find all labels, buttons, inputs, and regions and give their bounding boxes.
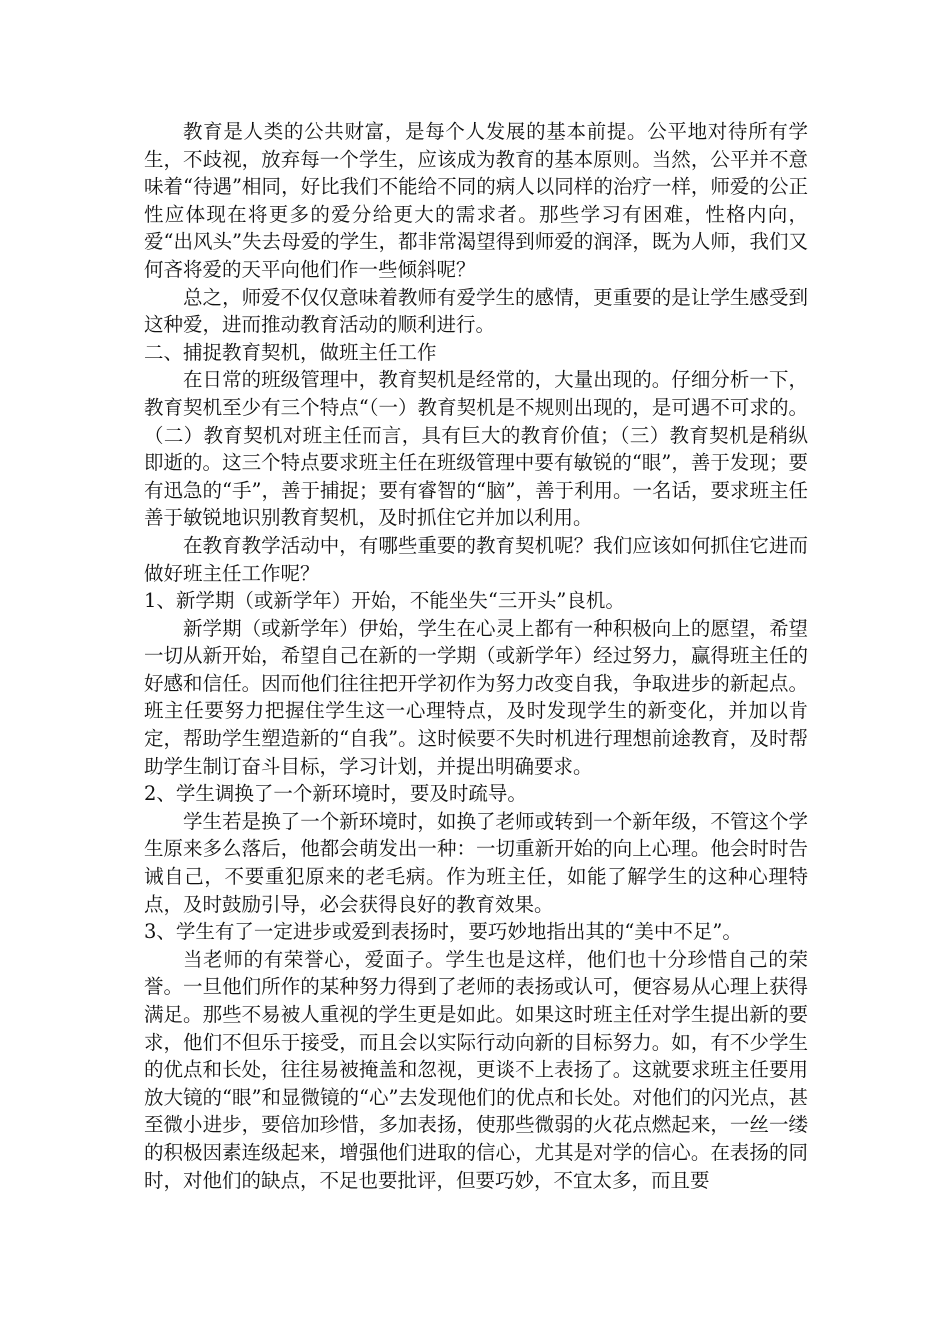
paragraph-praise: 当老师的有荣誉心，爱面子。学生也是这样，他们也十分珍惜自己的荣誉。一旦他们所作的某种努力得到了老师的表扬或认可，便容易从心理上获得满足。那些不易被人重视的学生更是如此。如果这时班主任对学生提出新的要求，他们不但乐于接受，而且会以实际行动向新的目标努力。如，有不少学生的优点和长处，往往易被掩盖和忽视，更谈不上表扬了。这就要求班主任要用放大镜的“眼”和显微镜的“心”去发现他们的优点和长处。对他们的闪光点，甚至微小进步，要倍加珍惜，多加表扬，使那些微弱的火花点燃起来，一丝一缕的积极因素连级起来，增强他们进取的信心，尤其是对学的信心。在表扬的同时，对他们的缺点，不足也要批评，但要巧妙，不宜太多，而且要 (144, 947, 808, 1192)
section-heading-2: 二、捕捉教育契机，做班主任工作 (144, 340, 437, 364)
paragraph-fairness: 教育是人类的公共财富，是每个人发展的基本前提。公平地对待所有学生，不歧视，放弃每一个学生，应该成为教育的基本原则。当然，公平并不意味着“待遇”相同，好比我们不能给不同的病人以同样的治疗一样，师爱的公正性应体现在将更多的爱分给更大的需求者。那些学习有困难，性格内向，爱“出风头”失去母爱的学生，都非常渴望得到师爱的润泽，既为人师，我们又何吝将爱的天平向他们作一些倾斜呢？ (144, 120, 808, 281)
paragraph-new-environment: 学生若是换了一个新环境时，如换了老师或转到一个新年级，不管这个学生原来多么落后，他都会萌发出一种：一切重新开始的向上心理。他会时时告诫自己，不要重犯原来的老毛病。作为班主任，如能了解学生的这种心理特点，及时鼓励引导，必会获得良好的教育效果。 (144, 809, 808, 916)
subheading-3: 3、学生有了一定进步或爱到表扬时，要巧妙地指出其的“美中不足”。 (144, 920, 742, 944)
document-page (144, 118, 808, 1194)
subheading-1: 1、新学期（或新学年）开始，不能坐失“三开头”良机。 (144, 589, 625, 613)
subheading-2: 2、学生调换了一个新环境时，要及时疏导。 (144, 782, 527, 806)
paragraph-opportunity: 在日常的班级管理中，教育契机是经常的，大量出现的。仔细分析一下，教育契机至少有三个特点“（一）教育契机是不规则出现的，是可遇不可求的。（二）教育契机对班主任而言，具有巨大的教育价值；（三）教育契机是稍纵即逝的。这三个特点要求班主任在班级管理中要有敏锐的“眼”，善于发现；要有迅急的“手”，善于捕捉；要有睿智的“脑”，善于利用。一名话，要求班主任善于敏锐地识别教育契机，及时抓住它并加以利用。 (144, 368, 808, 530)
paragraph-question: 在教育教学活动中，有哪些重要的教育契机呢？我们应该如何抓住它进而做好班主任工作呢？ (144, 533, 808, 585)
paragraph-summary: 总之，师爱不仅仅意味着教师有爱学生的感情，更重要的是让学生感受到这种爱，进而推动教育活动的顺利进行。 (144, 285, 808, 337)
paragraph-new-term: 新学期（或新学年）伊始，学生在心灵上都有一种积极向上的愿望，希望一切从新开始，希望自己在新的一学期（或新学年）经过努力，赢得班主任的好感和信任。因而他们往往把开学初作为努力改变自我，争取进步的新起点。班主任要努力把握住学生这一心理特点，及时发现学生的新变化，并加以肯定，帮助学生塑造新的“自我”。这时候要不失时机进行理想前途教育，及时帮助学生制订奋斗目标，学习计划，并提出明确要求。 (144, 616, 808, 778)
